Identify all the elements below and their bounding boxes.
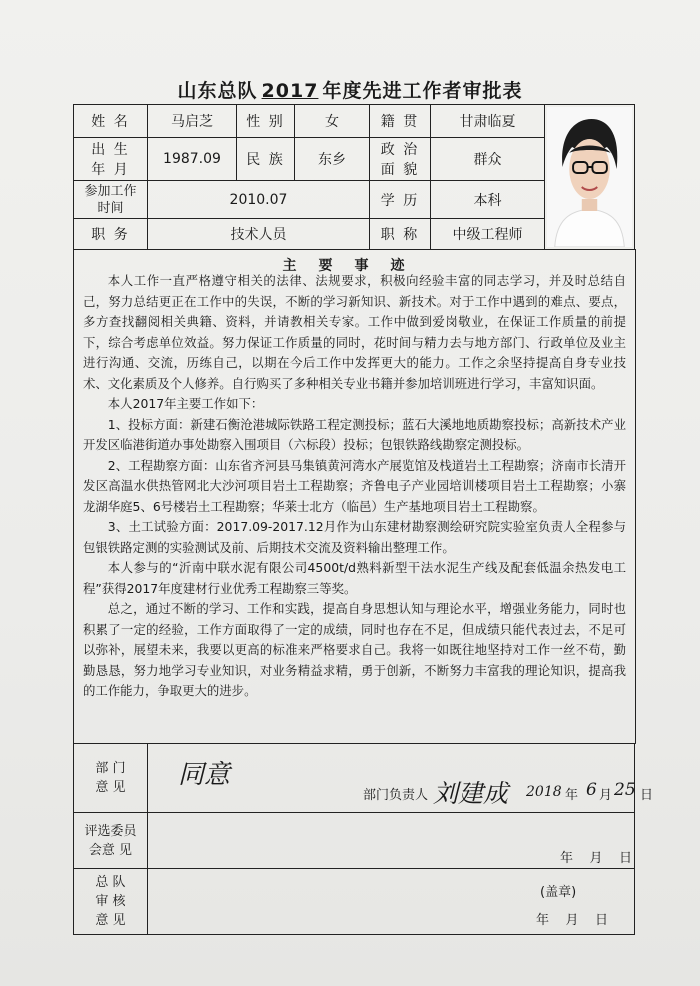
corps-seal-label: (盖章) xyxy=(540,885,577,900)
gender-value: 女 xyxy=(295,105,370,138)
paragraph-conclusion: 总之，通过不断的学习、工作和实践，提高自身思想认知与理论水平，增强业务能力，同时也积累了一定的经验，工作方面取得了一定的成绩，同时也存在不足，但成绩只能代表过去，不足可以弥补，展望未来，我要以更高的标准来严格要求自己。我将一如既往地坚持对工作一丝不苟，勤勤恳恳，努力地学习专业知识，对业务精益求精，勇于创新，不断努力丰富我的理论知识，提高我的工作能力，争取更大的进步。 xyxy=(83,601,626,698)
main-deeds-text xyxy=(83,271,626,702)
committee-opinion-cell xyxy=(148,813,635,869)
form-title: 山东总队 2017 年度先进工作者审批表 xyxy=(177,80,523,102)
photo-cell xyxy=(545,105,635,250)
work-start-label: 参加工作 时间 xyxy=(74,181,148,219)
paragraph-survey: 2、工程勘察方面：山东省齐河县马集镇黄河湾水产展览馆及栈道岩土工程勘察；济南市长清开发区高温水供热管网北大沙河项目岩土工程勘察；齐鲁电子产业园培训楼项目岩土工程勘察；小寨龙湖华庭5、6号楼岩土工程勘察；华莱士北方（临邑）生产基地项目岩土工程勘察。 xyxy=(83,457,626,514)
personal-info-table xyxy=(73,104,635,250)
paragraph-award: 本人参与的“沂南中联水泥有限公司4500t/d熟料新型干法水泥生产线及配套低温余热发电工程”获得2017年度建材行业优秀工程勘察三等奖。 xyxy=(83,560,626,596)
ethnic-value: 东乡 xyxy=(295,138,370,181)
dept-date-year: 2018 xyxy=(526,784,562,800)
form-year: 2017 xyxy=(261,80,319,102)
education-value: 本科 xyxy=(431,181,545,219)
committee-opinion-label: 评选委员 会意 见 xyxy=(74,813,148,869)
birth-value: 1987.09 xyxy=(148,138,237,181)
corps-review-label: 总 队 审 核 意 见 xyxy=(74,869,148,935)
work-start-value: 2010.07 xyxy=(148,181,370,219)
dept-leader-label: 部门负责人 xyxy=(363,788,429,803)
portrait-photo xyxy=(547,107,632,247)
dept-date-month: 6 xyxy=(586,780,597,800)
corps-review-cell xyxy=(148,869,635,935)
rank-label: 职 称 xyxy=(370,219,431,250)
dept-date-day: 25 xyxy=(614,780,636,800)
duty-value: 技术人员 xyxy=(148,219,370,250)
birth-label: 出 生 年 月 xyxy=(74,138,148,181)
paragraph-summary-heading: 本人2017年主要工作如下： xyxy=(107,396,264,411)
rank-value: 中级工程师 xyxy=(431,219,545,250)
corps-date: 年 月 日 xyxy=(536,913,609,928)
political-value: 群众 xyxy=(431,138,545,181)
duty-label: 职 务 xyxy=(74,219,148,250)
committee-date: 年 月 日 xyxy=(560,851,633,866)
paragraph-intro: 本人工作一直严格遵守相关的法律、法规要求，积极向经验丰富的同志学习，并及时总结自己，努力总结更正在工作中的失误，不断的学习新知识、新技术。对于工作中遇到的难点、要点，多方查找翻阅相关典籍、资料，并请教相关专家。工作中做到爱岗敬业，在保证工作质量的前提下，综合考虑单位效益。努力保证工作质量的同时，花时间与精力去与地方部门、行政单位及业主进行沟通、交流，历练自己，以期在今后工作中发挥更大的能力。工作之余坚持提高自身专业技术、文化素质及个人修养。自行购买了多种相关专业书籍并参加培训班进行学习，丰富知识面。 xyxy=(83,273,626,391)
paragraph-bidding: 1、投标方面：新建石衡沧港城际铁路工程定测投标；蓝石大溪地地质勘察投标；高新技术产业开发区临港街道办事处勘察入围项目（六标段）投标；包银铁路线勘察定测投标。 xyxy=(83,416,626,452)
origin-label: 籍 贯 xyxy=(370,105,431,138)
dept-leader-signature: 刘建成 xyxy=(433,779,509,808)
dept-opinion-cell: 同意 部门负责人 刘建成 2018 年 6 月 25 日 xyxy=(148,744,635,813)
paragraph-testing: 3、土工试验方面：2017.09-2017.12月作为山东建材勘察测绘研究院实验室负责人全程参与包银铁路定测的实验测试及前、后期技术交流及资料输出整理工作。 xyxy=(83,519,626,555)
ethnic-label: 民 族 xyxy=(237,138,295,181)
main-deeds-heading: 主要事迹 xyxy=(282,258,427,274)
name-label: 姓 名 xyxy=(74,105,148,138)
dept-opinion-label: 部 门 意 见 xyxy=(74,744,148,813)
dept-opinion-handwriting: 同意 xyxy=(178,760,231,790)
education-label: 学 历 xyxy=(370,181,431,219)
name-value: 马启芝 xyxy=(148,105,237,138)
approval-table xyxy=(73,743,654,935)
origin-value: 甘肃临夏 xyxy=(431,105,545,138)
gender-label: 性 别 xyxy=(237,105,295,138)
political-label: 政 治 面 貌 xyxy=(370,138,431,181)
main-deeds-section xyxy=(73,249,636,744)
